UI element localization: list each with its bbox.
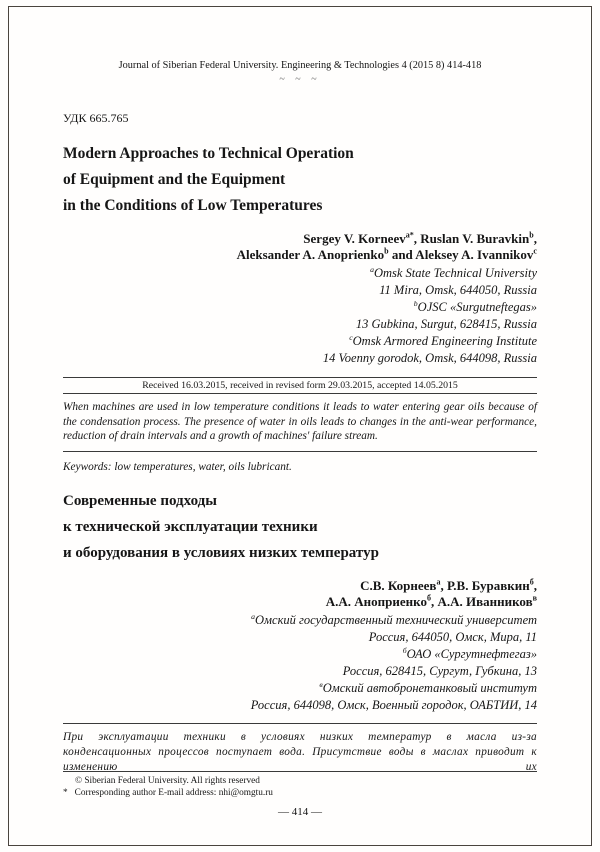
- page-content: [63, 60, 537, 775]
- title-line: Modern Approaches to Technical Operation: [63, 145, 354, 162]
- received-dates: Received 16.03.2015, received in revised form 29.03.2015, accepted 14.05.2015: [63, 377, 537, 394]
- authors-en-line: Aleksander A. Anoprienko$^b$ and Aleksey A. Ivannikov$^c$: [236, 246, 537, 262]
- authors-ru: [63, 578, 537, 610]
- affiliation-line: Россия, 628415, Сургут, Губкина, 13: [342, 663, 537, 678]
- authors-ru-line: С.В. Корнеев$^а$, Р.В. Буравкин$^б$,: [360, 577, 537, 593]
- title-line: of Equipment and the Equipment: [63, 171, 286, 188]
- authors-en-line: Sergey V. Korneev$^{a*}$, Ruslan V. Buravkin$^b$,: [303, 230, 537, 246]
- affiliation-line: 13 Gubkina, Surgut, 628415, Russia: [355, 317, 537, 331]
- title-line: Современные подходы: [63, 492, 217, 509]
- journal-header: Journal of Siberian Federal University. Engineering & Technologies 4 (2015 8) 414-418: [118, 60, 482, 71]
- affiliations-en: [63, 265, 537, 367]
- footnote-divider: [63, 771, 537, 772]
- page-footer: [63, 771, 537, 819]
- article-title-ru: [63, 488, 537, 566]
- affiliations-ru: [63, 612, 537, 714]
- tilde-separator: ~ ~ ~: [279, 74, 321, 85]
- divider: [63, 723, 537, 724]
- udc-code: УДК 665.765: [63, 111, 129, 125]
- affiliation-line: Россия, 644098, Омск, Военный городок, ОАБТИИ, 14: [250, 697, 537, 712]
- affiliation-line: $^c$Omsk Armored Engineering Institute: [349, 332, 537, 348]
- title-line: и оборудования в условиях низких температур: [63, 544, 379, 561]
- authors-ru-line: А.А. Аноприенко$^б$, А.А. Иванников$^в$: [325, 593, 537, 609]
- affiliation-line: $^a$Omsk State Technical University: [370, 264, 537, 280]
- affiliation-line: 14 Voenny gorodok, Omsk, 644098, Russia: [322, 351, 537, 365]
- affiliation-line: 11 Mira, Omsk, 644050, Russia: [379, 283, 537, 297]
- page-number: — 414 —: [278, 806, 322, 818]
- abstract-ru: При эксплуатации техники в условиях низких температур в масла из-за конденсационных процессов поступает вода. Присутствие воды в маслах приводит к изменению их: [63, 730, 537, 773]
- affiliation-line: $^в$Омский автобронетанковый институт: [319, 679, 537, 695]
- affiliation-line: $^а$Омский государственный технический университет: [251, 611, 537, 627]
- title-line: к технической эксплуатации техники: [63, 518, 318, 535]
- authors-en: [63, 231, 537, 263]
- affiliation-line: $^b$OJSC «Surgutneftegas»: [413, 298, 537, 314]
- abstract-en: When machines are used in low temperature conditions it leads to water entering gear oils because of the condensation process. The presence of water in oils leads to changes in the anti-wear performance, reduction of drain intervals and a growth of machines' failure stream.: [63, 401, 537, 442]
- keywords-en: Keywords: low temperatures, water, oils lubricant.: [63, 460, 292, 473]
- corresponding-author-note: * Corresponding author E-mail address: nhi@omgtu.ru: [63, 788, 273, 798]
- copyright-note: © Siberian Federal University. All rights reserved: [75, 776, 260, 786]
- divider: [63, 451, 537, 452]
- affiliation-line: Россия, 644050, Омск, Мира, 11: [368, 629, 537, 644]
- title-line: in the Conditions of Low Temperatures: [63, 197, 323, 214]
- article-title-en: [63, 141, 537, 219]
- affiliation-line: $^б$ОАО «Сургутнефтегаз»: [402, 645, 537, 661]
